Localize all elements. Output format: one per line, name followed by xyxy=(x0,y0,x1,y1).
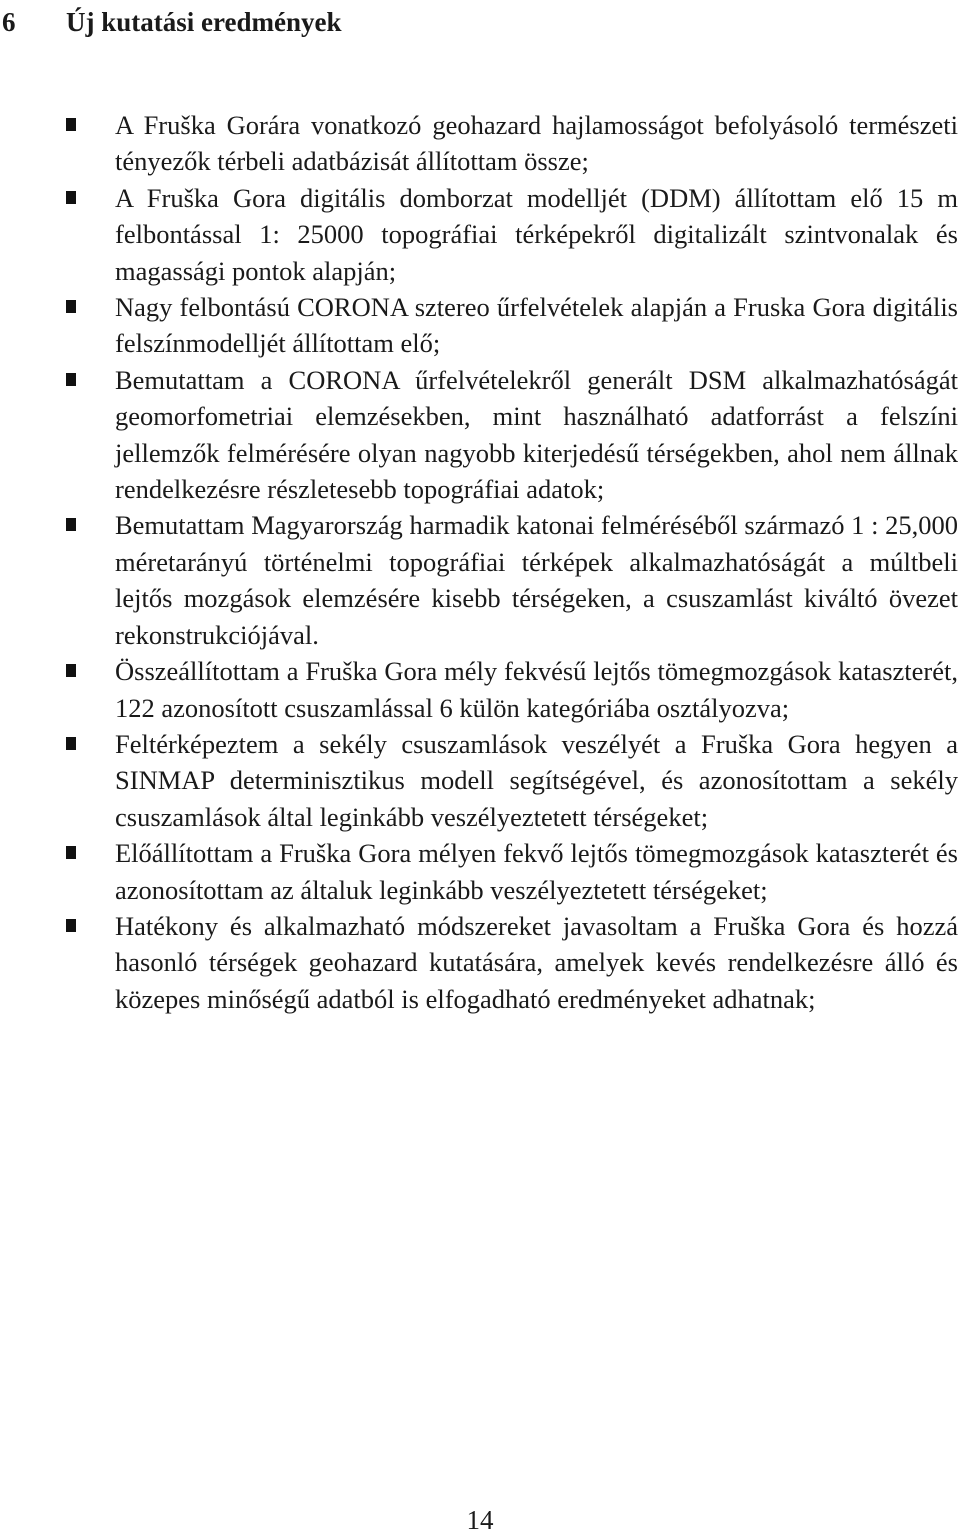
finding-item xyxy=(115,835,958,908)
square-bullet-icon xyxy=(66,518,76,531)
finding-text: Bemutattam a CORONA űrfelvételekről generált DSM alkalmazhatóságát geomorfometriai elemzésekben, mint használható adatforrást a felszíni jellemzők felmérésére olyan nagyobb kiterjedésű térségekben, ahol nem állnak rendelkezésre részletesebb topográfiai adatok; xyxy=(115,364,958,505)
finding-text: A Fruška Gora digitális domborzat modelljét (DDM) állítottam elő 15 m felbontással 1: 25000 topográfiai térképekről digitalizált szintvonalak és magassági pontok alapján; xyxy=(115,182,958,286)
section-title: Új kutatási eredmények xyxy=(66,7,342,37)
finding-item xyxy=(115,507,958,653)
page-number: 14 xyxy=(466,1505,494,1535)
finding-text: Összeállítottam a Fruška Gora mély fekvésű lejtős tömegmozgások kataszterét, 122 azonosított csuszamlással 6 külön kategóriába osztályozva; xyxy=(115,656,958,723)
square-bullet-icon xyxy=(66,737,76,750)
section-heading xyxy=(2,4,341,40)
finding-text: Nagy felbontású CORONA sztereo űrfelvételek alapján a Fruska Gora digitális felszínmodelljét állítottam elő; xyxy=(115,292,958,359)
square-bullet-icon xyxy=(66,919,76,932)
finding-text: Feltérképeztem a sekély csuszamlások veszélyét a Fruška Gora hegyen a SINMAP determinisztikus modell segítségével, és azonosítottam a sekély csuszamlások által leginkább veszélyeztetett térségeket; xyxy=(115,728,958,832)
finding-text: Előállítottam a Fruška Gora mélyen fekvő lejtős tömegmozgások kataszterét és azonosítottam az általuk leginkább veszélyeztetett térségeket; xyxy=(115,838,958,905)
finding-item xyxy=(115,726,958,835)
square-bullet-icon xyxy=(66,191,76,204)
finding-item xyxy=(115,908,958,1017)
square-bullet-icon xyxy=(66,300,76,313)
finding-item xyxy=(115,107,958,180)
findings-list xyxy=(0,107,960,1017)
square-bullet-icon xyxy=(66,664,76,677)
square-bullet-icon xyxy=(66,118,76,131)
square-bullet-icon xyxy=(66,373,76,386)
finding-text: Hatékony és alkalmazható módszereket javasoltam a Fruška Gora és hozzá hasonló térségek geohazard kutatására, amelyek kevés rendelkezésre álló és közepes minőségű adatból is elfogadható eredményeket adhatnak; xyxy=(115,910,958,1014)
square-bullet-icon xyxy=(66,846,76,859)
finding-item xyxy=(115,289,958,362)
finding-item xyxy=(115,362,958,508)
section-number: 6 xyxy=(2,7,16,37)
finding-item xyxy=(115,180,958,289)
finding-item xyxy=(115,653,958,726)
finding-text: Bemutattam Magyarország harmadik katonai felméréséből származó 1 : 25,000 méretarányú történelmi topográfiai térképek alkalmazhatóságát a múltbeli lejtős mozgások elemzésére kisebb térségeken, a csuszamlást kiváltó övezet rekonstrukciójával. xyxy=(115,510,958,650)
finding-text: A Fruška Gorára vonatkozó geohazard hajlamosságot befolyásoló természeti tényezők térbeli adatbázisát állítottam össze; xyxy=(115,110,958,177)
